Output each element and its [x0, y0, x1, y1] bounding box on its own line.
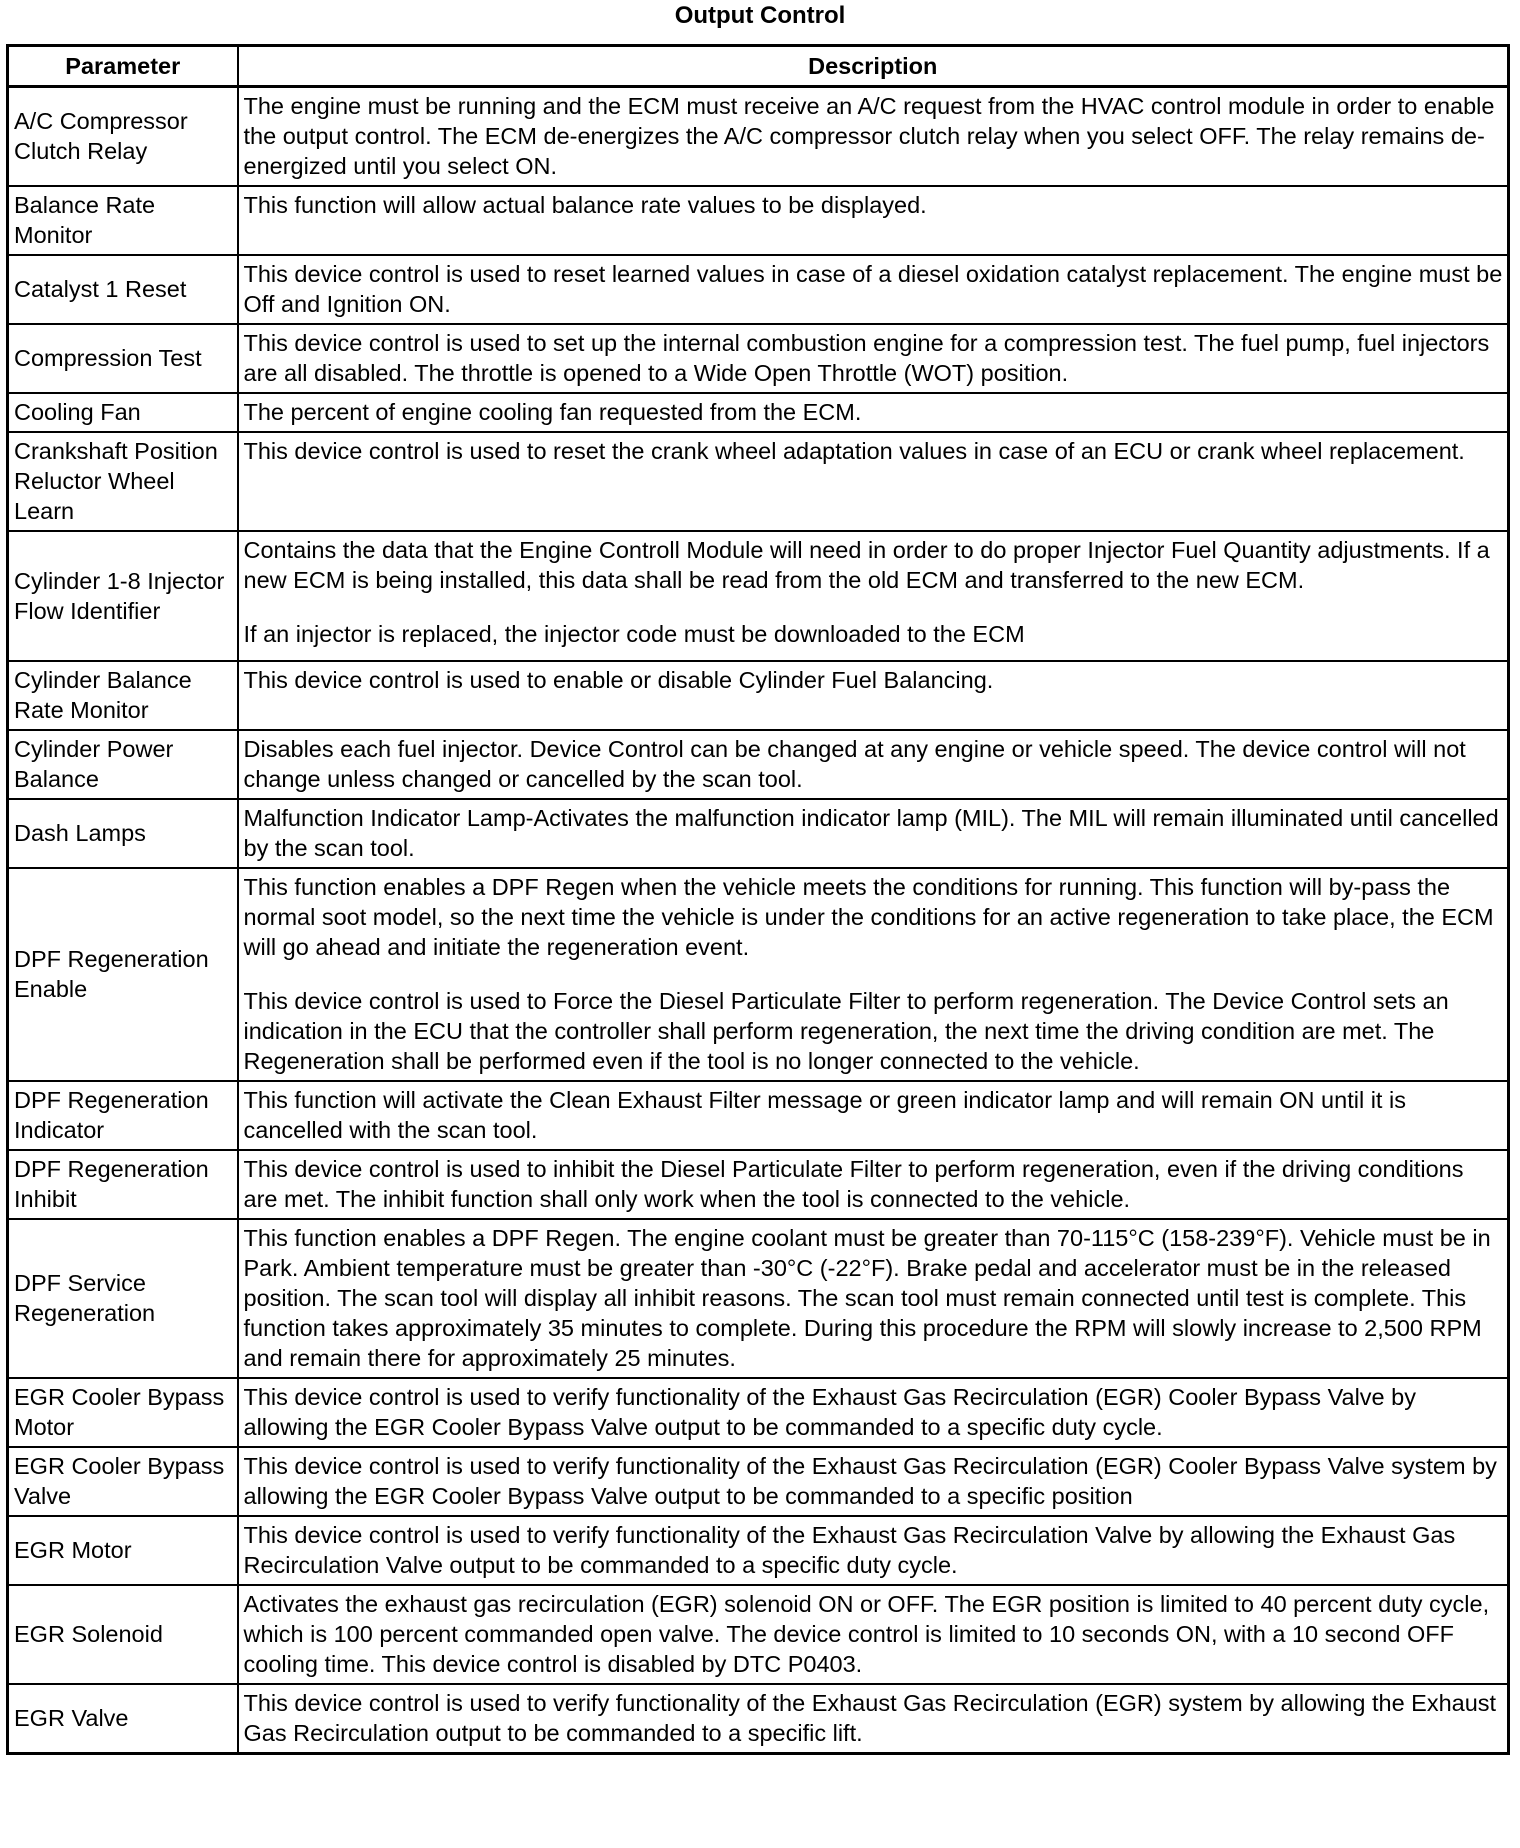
description-paragraph: This device control is used to verify functionality of the Exhaust Gas Recirculation Valve by allowing the Exhaust Gas Recirculation Valve output to be commanded to a specific duty cycle. — [243, 1522, 1456, 1578]
description-paragraph: This device control is used to verify functionality of the Exhaust Gas Recirculation (EGR) system by allowing the Exhaust Gas Recirculation output to be commanded to a specific lift. — [243, 1690, 1497, 1746]
description-paragraph: If an injector is replaced, the injector code must be downloaded to the ECM — [243, 621, 1025, 647]
parameter-cell: EGR Cooler Bypass Valve — [8, 1447, 238, 1516]
description-cell — [238, 868, 1509, 1081]
description-paragraph: This device control is used to reset learned values in case of a diesel oxidation catalyst replacement. The engine must be Off and Ignition ON. — [243, 261, 1503, 317]
table-header — [8, 46, 1509, 87]
description-paragraph: Malfunction Indicator Lamp-Activates the malfunction indicator lamp (MIL). The MIL will remain illuminated until cancelled by the scan tool. — [243, 805, 1499, 861]
description-paragraph: This function enables a DPF Regen. The engine coolant must be greater than 70-115°C (158-239°F). Vehicle must be in Park. Ambient temperature must be greater than -30°C (-22°F). Brake pedal and accelerator must be in the released position. The scan tool will display all inhibit reasons. The scan tool must remain connected until test is complete. This function takes approximately 35 minutes to complete. During this procedure the RPM will slowly increase to 2,500 RPM and remain there for approximately 25 minutes. — [243, 1225, 1491, 1371]
description-cell — [238, 1219, 1509, 1378]
description-paragraph: This device control is used to Force the Diesel Particulate Filter to perform regeneration. The Device Control sets an indication in the ECU that the controller shall perform regeneration, the next time the driving condition are met. The Regeneration shall be performed even if the tool is no longer connected to the vehicle. — [243, 988, 1449, 1074]
parameter-cell: EGR Solenoid — [8, 1585, 238, 1684]
description-cell — [238, 661, 1509, 730]
description-cell — [238, 432, 1509, 531]
description-paragraph: This device control is used to reset the crank wheel adaptation values in case of an ECU or crank wheel replacement. — [243, 438, 1465, 464]
description-cell — [238, 186, 1509, 255]
table-row — [8, 186, 1509, 255]
description-paragraph: The percent of engine cooling fan requested from the ECM. — [243, 399, 862, 425]
parameter-cell: EGR Cooler Bypass Motor — [8, 1378, 238, 1447]
parameter-cell: EGR Valve — [8, 1684, 238, 1754]
description-paragraph: Activates the exhaust gas recirculation (EGR) solenoid ON or OFF. The EGR position is limited to 40 percent duty cycle, which is 100 percent commanded open valve. The device control is limited to 10 seconds ON, with a 10 second OFF cooling time. This device control is disabled by DTC P0403. — [243, 1591, 1490, 1677]
description-paragraph: This device control is used to inhibit the Diesel Particulate Filter to perform regeneration, even if the driving conditions are met. The inhibit function shall only work when the tool is connected to the vehicle. — [243, 1156, 1464, 1212]
description-cell — [238, 799, 1509, 868]
description-cell — [238, 730, 1509, 799]
parameter-cell: Dash Lamps — [8, 799, 238, 868]
table-row — [8, 799, 1509, 868]
table-row — [8, 1378, 1509, 1447]
parameter-cell: A/C Compressor Clutch Relay — [8, 87, 238, 187]
description-cell — [238, 1378, 1509, 1447]
description-paragraph: Disables each fuel injector. Device Control can be changed at any engine or vehicle speed. The device control will not change unless changed or cancelled by the scan tool. — [243, 736, 1466, 792]
description-paragraph: Contains the data that the Engine Controll Module will need in order to do proper Injector Fuel Quantity adjustments. If a new ECM is being installed, this data shall be read from the old ECM and transferred to the new ECM. — [243, 537, 1490, 593]
column-header-parameter: Parameter — [8, 46, 238, 87]
parameter-cell: EGR Motor — [8, 1516, 238, 1585]
table-row — [8, 1684, 1509, 1754]
description-cell — [238, 393, 1509, 432]
column-header-description: Description — [238, 46, 1509, 87]
description-paragraph: This device control is used to enable or disable Cylinder Fuel Balancing. — [243, 667, 994, 693]
table-row — [8, 1150, 1509, 1219]
description-cell — [238, 255, 1509, 324]
description-paragraph: This device control is used to verify functionality of the Exhaust Gas Recirculation (EGR) Cooler Bypass Valve system by allowing the EGR Cooler Bypass Valve output to be commanded to a specific position — [243, 1453, 1497, 1509]
description-paragraph: This device control is used to verify functionality of the Exhaust Gas Recirculation (EGR) Cooler Bypass Valve by allowing the EGR Cooler Bypass Valve output to be commanded to a specific duty cycle. — [243, 1384, 1416, 1440]
parameter-cell: DPF Regeneration Enable — [8, 868, 238, 1081]
parameter-cell: Crankshaft Position Reluctor Wheel Learn — [8, 432, 238, 531]
table-body — [8, 87, 1509, 1754]
parameter-cell: Compression Test — [8, 324, 238, 393]
parameter-cell: Cylinder Power Balance — [8, 730, 238, 799]
description-paragraph: The engine must be running and the ECM must receive an A/C request from the HVAC control module in order to enable the output control. The ECM de-energizes the A/C compressor clutch relay when you select OFF. The relay remains de-energized until you select ON. — [243, 93, 1495, 179]
parameter-cell: Balance Rate Monitor — [8, 186, 238, 255]
header-row — [8, 46, 1509, 87]
description-paragraph: This function will allow actual balance rate values to be displayed. — [243, 192, 927, 218]
table-row — [8, 432, 1509, 531]
page-title: Output Control — [674, 2, 846, 29]
parameter-cell: Catalyst 1 Reset — [8, 255, 238, 324]
table-row — [8, 1447, 1509, 1516]
parameter-cell: Cylinder 1-8 Injector Flow Identifier — [8, 531, 238, 661]
parameter-cell: DPF Regeneration Inhibit — [8, 1150, 238, 1219]
parameter-cell: DPF Regeneration Indicator — [8, 1081, 238, 1150]
description-cell — [238, 531, 1509, 661]
table-row — [8, 661, 1509, 730]
description-cell — [238, 1684, 1509, 1754]
description-cell — [238, 1081, 1509, 1150]
table-row — [8, 1219, 1509, 1378]
table-row — [8, 255, 1509, 324]
table-row — [8, 730, 1509, 799]
description-cell — [238, 1150, 1509, 1219]
parameter-cell: DPF Service Regeneration — [8, 1219, 238, 1378]
description-cell — [238, 1447, 1509, 1516]
description-paragraph: This device control is used to set up the internal combustion engine for a compression test. The fuel pump, fuel injectors are all disabled. The throttle is opened to a Wide Open Throttle (WOT) position. — [243, 330, 1490, 386]
table-row — [8, 1081, 1509, 1150]
table-row — [8, 1585, 1509, 1684]
table-row — [8, 393, 1509, 432]
table-row — [8, 324, 1509, 393]
table-row — [8, 87, 1509, 187]
description-paragraph: This function enables a DPF Regen when the vehicle meets the conditions for running. This function will by-pass the normal soot model, so the next time the vehicle is under the conditions for an active regeneration to take place, the ECM will go ahead and initiate the regeneration event. — [243, 874, 1494, 960]
parameter-cell: Cooling Fan — [8, 393, 238, 432]
description-cell — [238, 324, 1509, 393]
output-control-table — [6, 44, 1510, 1755]
parameter-cell: Cylinder Balance Rate Monitor — [8, 661, 238, 730]
table-row — [8, 1516, 1509, 1585]
table-row — [8, 531, 1509, 661]
description-cell — [238, 87, 1509, 187]
table-row — [8, 868, 1509, 1081]
description-paragraph: This function will activate the Clean Exhaust Filter message or green indicator lamp and will remain ON until it is cancelled with the scan tool. — [243, 1087, 1406, 1143]
description-cell — [238, 1585, 1509, 1684]
description-cell — [238, 1516, 1509, 1585]
